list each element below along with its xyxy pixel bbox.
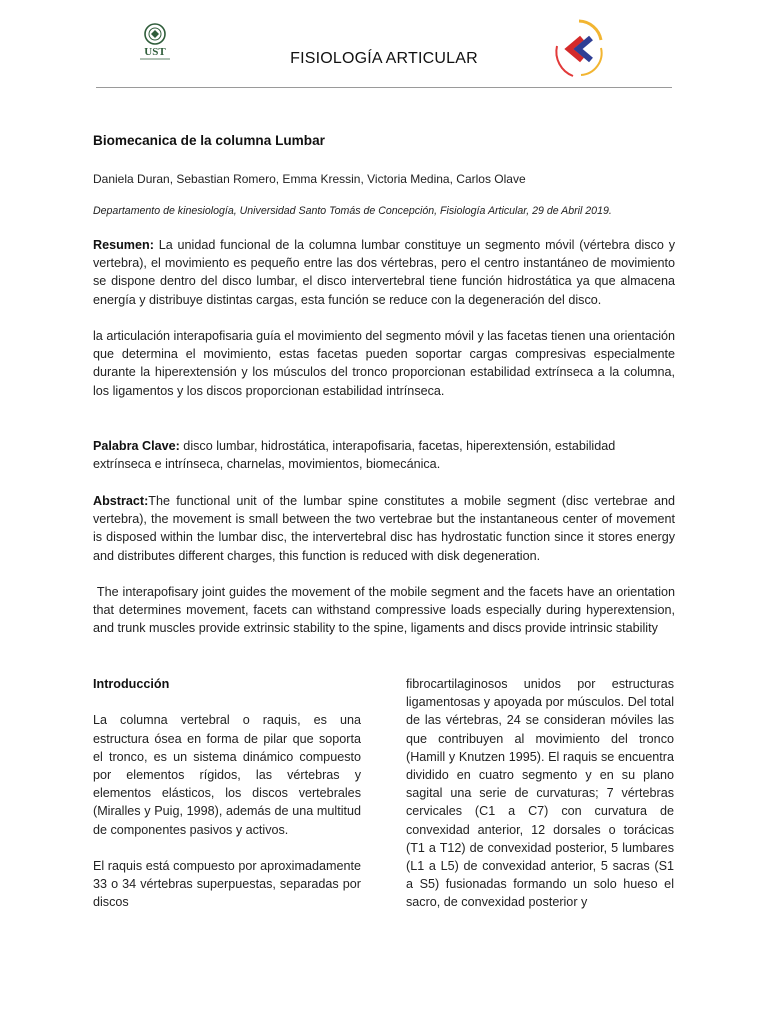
ck-brand-logo-icon <box>553 18 605 80</box>
intro-heading: Introducción <box>93 677 170 691</box>
intro-paragraph-continued: fibrocartilaginosos unidos por estructuras ligamentosas y apoyada por músculos. Del total de las vértebras, 24 se consideran móviles las que contribuyen al movimiento del tronco (Hamill y Knutzen 1995). El raquis se encuentra dividido en cuatro segmento y en su plano sagital una serie de curvaturas; 7 vértebras cervicales (C1 a C7) con curvatura de convexidad anterior, 12 dorsales o torácicas (T1 a T12) de convexidad posterior, 5 lumbares (L1 a L5) de convexidad anterior, 5 sacras (S1 a S5) fusionadas formando un solo hueso el sacro, de convexidad posterior y <box>406 677 674 910</box>
keywords-paragraph <box>93 437 675 473</box>
abstract-text-2: The interapofisary joint guides the movement of the mobile segment and the facets have an orientation that determines movement, facets can withstand compressive loads especially during hyperextension, and trunk muscles provide extrinsic stability to the spine, ligaments and discs provide intrinsic stability <box>93 585 676 636</box>
header-title: FISIOLOGÍA ARTICULAR <box>290 50 478 67</box>
left-column <box>93 675 361 912</box>
abstract-paragraph <box>93 492 675 565</box>
right-column <box>406 675 674 912</box>
intro-paragraph-1: La columna vertebral o raquis, es una estructura ósea en forma de pilar que soporta el tronco, es un sistema dinámico compuesto por elementos rígidos, las vértebras y elementos elásticos, los discos vertebrales (Miralles y Puig, 1998), además de una multitud de componentes pasivos y activos. <box>93 713 361 837</box>
abstract-paragraph-2 <box>93 583 675 638</box>
abstract-label: Abstract: <box>93 494 149 508</box>
intro-paragraph-2: El raquis está compuesto por aproximadamente 33 o 34 vértebras superpuestas, separadas por discos <box>93 859 361 910</box>
resumen-label: Resumen: <box>93 238 154 252</box>
resumen-paragraph <box>93 236 675 309</box>
resumen-text: La unidad funcional de la columna lumbar constituye un segmento móvil (vértebra disco y vertebra), el movimiento es pequeño entre las dos vértebras, pero el centro instantáneo de movimiento se dispone dentro del disco lumbar, el disco intervertebral tiene función hidrostática ya que almacena energía y distribuye distintas cargas, esta función se reduce con la degeneración del disco. <box>93 238 675 307</box>
paper-title: Biomecanica de la columna Lumbar <box>93 133 325 148</box>
logo-ust-text: UST <box>144 46 166 58</box>
header-divider <box>96 87 672 88</box>
resumen-paragraph-2: la articulación interapofisaria guía el movimiento del segmento móvil y las facetas tienen una orientación que determina el movimiento, estas facetas pueden soportar cargas compresivas especialmente durante la hiperextensión y los músculos del tronco proporcionan estabilidad extrínseca a la columna, los ligamentos y los discos proporcionan estabilidad intrínseca. <box>93 329 675 398</box>
paper-authors: Daniela Duran, Sebastian Romero, Emma Kressin, Victoria Medina, Carlos Olave <box>93 172 526 186</box>
keywords-text: disco lumbar, hidrostática, interapofisaria, facetas, hiperextensión, estabilidad extrínseca e intrínseca, charnelas, movimientos, biomecánica. <box>93 439 616 472</box>
keywords-label: Palabra Clave: <box>93 439 180 453</box>
paper-affiliation: Departamento de kinesiología, Universidad Santo Tomás de Concepción, Fisiología Articular, 29 de Abril 2019. <box>93 205 612 217</box>
abstract-text: The functional unit of the lumbar spine constitutes a mobile segment (disc vertebrae and vertebra), the movement is small between the two vertebrae but the instantaneous center of movement is disposed within the lumbar disc, the intervertebral disc has hydrostatic function since it stores energy and distributes different charges, this function is reduced with disk degeneration. <box>93 494 675 563</box>
